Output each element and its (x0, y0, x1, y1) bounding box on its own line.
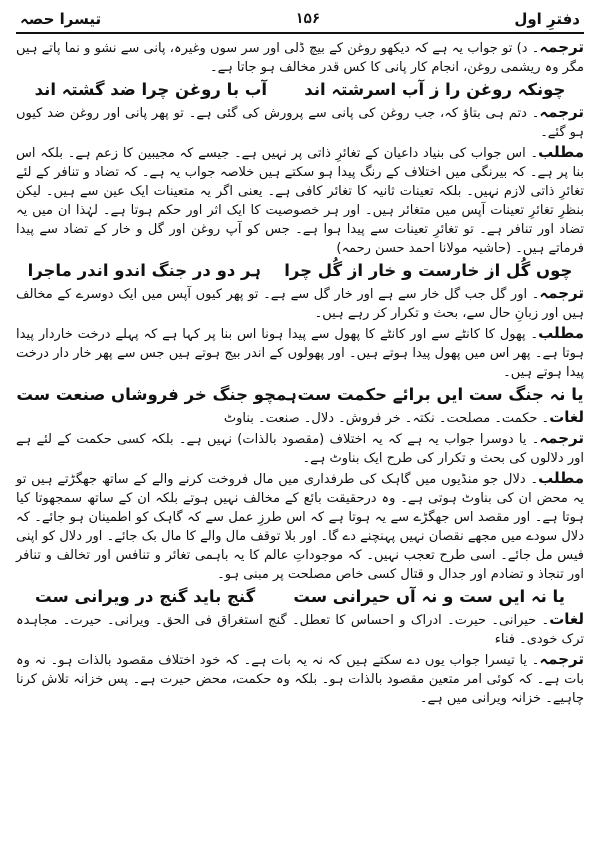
paragraph-text: ۔ پھول کا کانٹے سے اور کانٹے کا پھول سے پیدا ہونا اس بنا پر کہا ہے کہ پہلے درخت خاردار پیدا ہوتا ہے۔ پھر اس میں پھول پیدا ہوتے ہیں۔ اور پھولوں کے اندر بیج ہوتے ہیں جس سے پھر خار دار درخت پیدا ہوتے ہیں۔ (16, 327, 584, 380)
label-tarjuma: ترجمہ (539, 284, 584, 302)
label-tarjuma: ترجمہ (539, 103, 584, 121)
commentary-paragraph (16, 143, 584, 258)
verse-first-hemistich: چونکہ روغن را ز آب اسرشتہ اند (304, 80, 566, 99)
verse-first-hemistich: یا نہ ایں ست و نہ آں حیرانی ست (293, 587, 565, 606)
persian-verse (16, 259, 584, 283)
paragraph-text: ۔ اور گل جب گل خار سے ہے اور خار گل سے ہے۔ تو پھر کیوں آپس میں ایک دوسرے کے مخالف ہیں اور زبانِ حال سے، بحث و تکرار کر رہے ہیں۔ (16, 287, 584, 321)
verse-second-hemistich: ہر دو در جنگ اندو اندر ماجرا (27, 261, 261, 280)
verse-first-hemistich: چوں گُل از خارست و خار از گُل چرا (284, 261, 573, 280)
persian-verse (16, 585, 584, 609)
persian-verse (16, 78, 584, 102)
verse-first-hemistich: یا نہ جنگ ست ایں برائے حکمت ست (297, 385, 584, 404)
paragraph-text: ۔ یا تیسرا جواب یوں دے سکتے ہیں کہ نہ یہ بات ہے۔ کہ خود اختلاف مقصود بالذات ہو۔ نہ وہ بات ہے۔ کہ کوئی امر متعین مقصود بالذات ہو۔ بلکہ وہ حکمت، محض حیرت ہے۔ پس خزانہ تلاش کرنا چاہیے۔ خزانہ ویرانی میں ہے۔ (16, 653, 584, 706)
page-content (16, 38, 584, 708)
verse-second-hemistich: ہمچو جنگ خر فروشاں صنعت ست (16, 385, 297, 404)
translation-paragraph (16, 284, 584, 323)
label-tarjuma: ترجمہ (539, 650, 584, 668)
paragraph-text: ۔ حیرانی۔ حیرت۔ ادراک و احساس کا تعطل۔ گنج استغراق فی الحق۔ ویرانی۔ حیرت۔ مجاہدہ ترک خودی۔ فناء (16, 613, 584, 647)
translation-paragraph (16, 429, 584, 468)
label-tarjuma: ترجمہ (539, 429, 584, 447)
commentary-paragraph (16, 324, 584, 382)
label-matlab: مطلب (538, 469, 584, 487)
header-section-title: تیسرا حصہ (20, 10, 102, 28)
page-header (16, 6, 584, 34)
header-book-title: دفترِ اول (514, 10, 580, 28)
translation-paragraph (16, 38, 584, 77)
verse-second-hemistich: آب با روغن چرا ضد گشتہ اند (34, 80, 268, 99)
translation-paragraph (16, 650, 584, 708)
page-number: ۱۵۶ (295, 11, 321, 27)
paragraph-text: ۔ د) تو جواب یہ ہے کہ دیکھو روغن کے بیچ ڈلی اور سر سوں وغیرہ، پانی سے نشو و نما پاتے ہیں مگر وہ ریشمی روغن، انجام کار پانی کا کس قدر مخالف ہو جاتا ہے۔ (16, 41, 584, 75)
paragraph-text: ۔ حکمت۔ مصلحت۔ نکتہ۔ خر فروش۔ دلال۔ صنعت۔ بناوٹ (223, 411, 550, 426)
translation-paragraph (16, 103, 584, 142)
verse-second-hemistich: گنج باید گنج در ویرانی ست (35, 587, 256, 606)
label-lughat: لغات (549, 610, 584, 628)
vocabulary-paragraph (16, 408, 584, 428)
commentary-paragraph (16, 469, 584, 584)
paragraph-text: ۔ اس جواب کی بنیاد داعیان کے تغائرِ ذاتی پر نہیں ہے۔ جیسے کہ مجیبین کا زعم ہے۔ بلکہ اس بنا پر ہے۔ کہ بیرنگی میں اختلاف کے رنگ پیدا ہو سکتے ہیں خلاصہ جواب یہ ہے۔ کہ تضاد و تنافر کے لئے تغائرِ ذاتی لازم نہیں۔ بلکہ تعینات ثانیہ کا تغائر کافی ہے۔ یعنی اگر یہ متعینات ایک عین سے ہیں۔ لیکن بنظرِ تغائرِ تعینات آپس میں متغائر ہیں۔ اور ہر خصوصیت کا ایک اثر اور حکم ہوتا ہے۔ لہٰذا ان میں یہ تضاد اور تنافر ہے۔ تو تغائرِ تعینات سے پیدا ہوا ہے۔ جس کو آپ روغن اور گل و خار کے تضاد سے پیدا فرماتے ہیں۔ (حاشیہ مولانا احمد حسن رحمہ) (16, 146, 584, 256)
label-tarjuma: ترجمہ (539, 38, 584, 56)
paragraph-text: ۔ دتم ہی بتاؤ کہ، جب روغن کی پانی سے پرورش کی گئی ہے۔ تو پھر پانی اور روغن ضد کیوں ہو گئے۔ (16, 106, 584, 140)
label-matlab: مطلب (538, 324, 584, 342)
paragraph-text: ۔ دلال جو منڈیوں میں گاہک کی طرفداری میں مال فروخت کرنے والے کے ساتھ جھگڑتے ہیں تو یہ محض ان کی بناوٹ ہوتی ہے۔ وہ درحقیقت بائع کے مخالف نہیں ہوتے بلکہ ان کے ساتھ سمجھوتا کیا ہوتا ہے۔ اور مقصد اس جھگڑے سے یہ ہوتا ہے کہ اس طرزِ عمل سے کہ گاہک کو اطمینان ہو جائے۔ کہ دلال سودے میں مجھے نقصان نہیں پہنچنے دے گا۔ اور بلا توقف مال والے کا مال بک جائے۔ اور دلال کو اپنی فیس مل جائے۔ اسی طرح تعجب نہیں۔ کہ موجوداتِ عالم کا یہ باہمی تغائر و تنافس اور تخالف و تنافر اور تنجاذ و تضادم اور جدال و قتال کسی خاص مصلحت پر مبنی ہو۔ (16, 472, 584, 582)
label-lughat: لغات (549, 408, 584, 426)
paragraph-text: ۔ یا دوسرا جواب یہ ہے کہ یہ اختلاف (مقصود بالذات) نہیں ہے۔ بلکہ کسی حکمت کے لئے ہے اور دلالوں کی بحث و تکرار کی طرح ایک بناوٹ ہے۔ (16, 432, 584, 466)
persian-verse (16, 383, 584, 407)
label-matlab: مطلب (538, 143, 584, 161)
vocabulary-paragraph (16, 610, 584, 649)
